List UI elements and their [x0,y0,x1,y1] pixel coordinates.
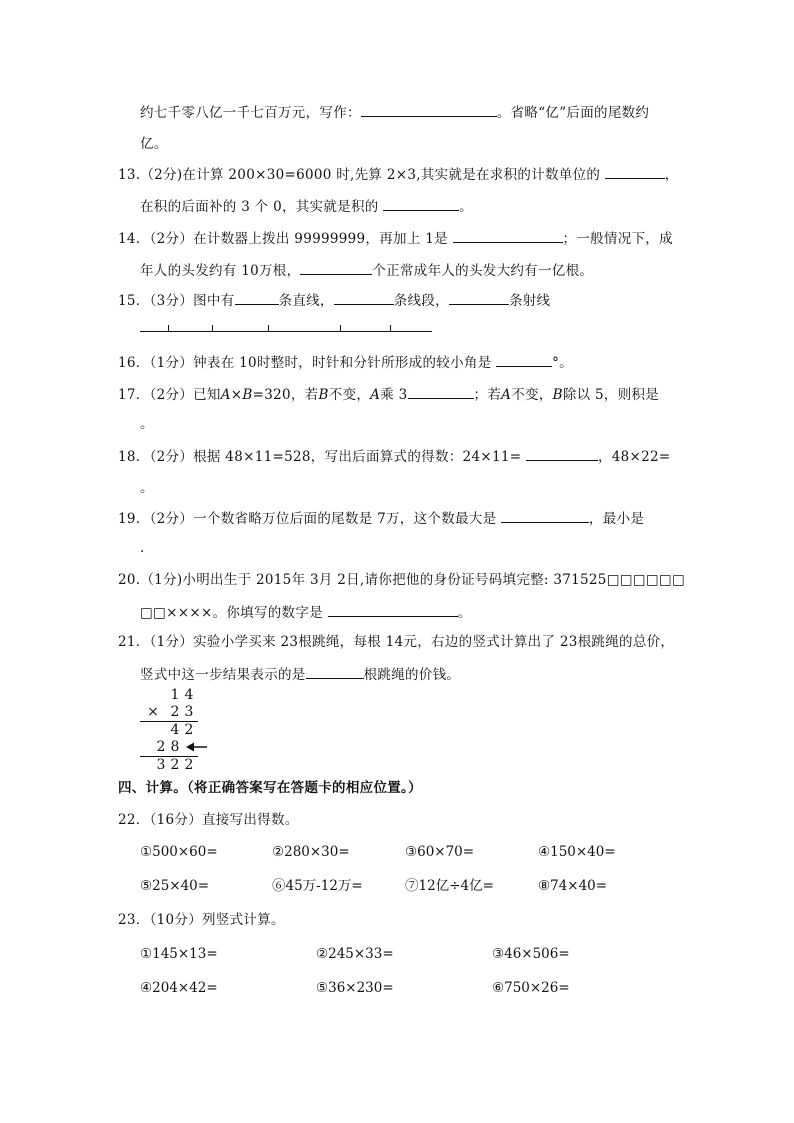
arrow-left-icon [186,741,208,753]
answer-blank[interactable] [334,290,394,305]
question-14-line1: 14．（2分）在计数器上拨出 99999999，再加上 1是 ；一般情况下，成 [118,228,673,249]
question-20-line1: 20.（1分)小明出生于 2015年 3月 2日,请你把他的身份证号码填完整: 371525□□□□□□ [118,572,686,588]
answer-blank[interactable] [328,602,458,617]
question-18-line2: 。 [140,480,154,496]
question-20-line2: □□××××。你填写的数字是 。 [140,602,471,623]
vertical-item: ⑤36×230= [316,980,394,996]
digit: 4 [170,722,180,738]
oral-item: ⑤25×40= [140,878,210,894]
answer-blank[interactable] [361,102,497,117]
point-mark [390,325,391,332]
digit: 3 [156,757,166,773]
answer-blank[interactable] [449,290,509,305]
digit: 8 [170,739,180,755]
answer-blank[interactable] [526,446,598,461]
question-15: 15．（3分）图中有 条直线， 条线段， 条射线 [118,290,550,311]
question-22-title: 22．（16分）直接写出得数。 [118,812,299,828]
answer-blank[interactable] [496,352,552,367]
digit: 2 [184,757,194,773]
vertical-item: ②245×33= [316,946,394,962]
point-mark [268,325,269,332]
digit: 2 [156,739,166,755]
answer-blank[interactable] [235,290,279,305]
point-mark [340,325,341,332]
question-19-line1: 19．（2分）一个数省略万位后面的尾数是 7万，这个数最大是 ，最小是 [118,508,644,529]
multiply-sign: × [147,704,159,720]
oral-item: ②280×30= [272,844,350,860]
vertical-multiplication [140,686,220,776]
oral-item: ⑦12亿÷4亿= [405,878,494,894]
vertical-item: ③46×506= [492,946,570,962]
question-16: 16．（1分）钟表在 10时整时，时针和分针所形成的较小角是 °。 [118,352,573,373]
question-19-line2: . [140,540,145,556]
question-13-line1: 13.（2分)在计算 200×30=6000 时,先算 2×3,其实就是在求积的计数单位的 ， [118,164,679,185]
digit: 2 [184,722,194,738]
point-mark [168,325,169,332]
digit: 2 [170,757,180,773]
question-23-title: 23．（10分）列竖式计算。 [118,912,285,928]
oral-item: ⑥45万-12万= [272,878,363,894]
answer-blank[interactable] [501,508,589,523]
answer-blank[interactable] [383,196,459,211]
digit: 3 [184,704,194,720]
question-21-line2: 竖式中这一步结果表示的是 根跳绳的价钱。 [140,664,460,685]
answer-blank[interactable] [300,260,372,275]
question-17-line1: 17．（2分）已知A×B=320，若B不变，A乘 3 ；若A不变，B除以 5，则积是 [118,384,659,405]
line-segment [140,331,432,332]
vertical-item: ④204×42= [140,980,218,996]
question-13-line2: 在积的后面补的 3 个 0，其实就是积的 。 [140,196,473,217]
digit: 2 [170,704,180,720]
vertical-item: ⑥750×26= [492,980,570,996]
q12-line2: 亿。 [140,136,168,152]
question-17-line2: 。 [140,416,154,432]
oral-item: ⑧74×40= [538,878,608,894]
answer-blank[interactable] [306,664,364,679]
vertical-item: ①145×13= [140,946,218,962]
oral-item: ①500×60= [140,844,218,860]
answer-blank[interactable] [605,164,665,179]
answer-blank[interactable] [453,228,563,243]
answer-blank[interactable] [408,384,474,399]
point-mark [212,325,213,332]
digit: 1 [170,687,180,703]
oral-item: ④150×40= [538,844,616,860]
question-14-line2: 年人的头发约有 10万根， 个正常成年人的头发大约有一亿根。 [140,260,593,281]
oral-item: ③60×70= [405,844,475,860]
q12-line1: 约七千零八亿一千七百万元，写作： 。省略“亿”后面的尾数约 [140,102,649,123]
question-18-line1: 18．（2分）根据 48×11=528，写出后面算式的得数：24×11= ，48×22= [118,446,671,467]
digit: 4 [184,687,194,703]
question-21-line1: 21．（1分）实验小学买来 23根跳绳，每根 14元，右边的竖式计算出了 23根跳绳的总价， [118,634,675,650]
section-4-heading: 四、计算。（将正确答案写在答题卡的相应位置。） [118,780,422,796]
